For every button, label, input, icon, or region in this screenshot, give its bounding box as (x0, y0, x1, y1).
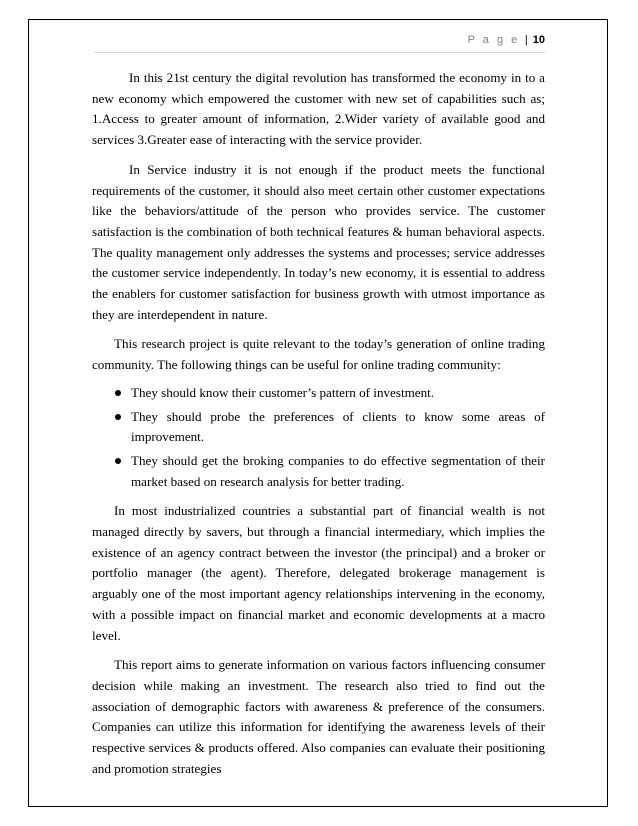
bullet-icon (115, 458, 121, 464)
paragraph-report-aims: This report aims to generate information on various factors influencing consumer decision while making an investment. The research also tried to find out the association of demographic factors with awareness & preference of the consumers. Companies can utilize this information for identifying the awareness levels of their respective services & products offered. Also companies can evaluate their positioning and promotion strategies (92, 657, 545, 776)
bullet-list (92, 383, 545, 493)
paragraph-industrialized-countries: In most industrialized countries a substantial part of financial wealth is not managed directly by savers, but through a financial intermediary, which implies the existence of an agency contract between the investor (the principal) and a broker or portfolio manager (the agent). Therefore, delegated brokerage management is arguably one of the most important agency relationships intervening in the economy, with a possible impact on financial market and economic developments at a macro level. (92, 503, 545, 643)
list-item (92, 407, 545, 448)
page-number: 10 (532, 34, 545, 46)
header-separator: | (524, 34, 528, 46)
page-label: P a g e (467, 34, 520, 46)
bullet-icon (115, 414, 121, 420)
bullet-text: They should get the broking companies to do effective segmentation of their market based on research analysis for better trading. (131, 452, 545, 489)
list-item (92, 383, 545, 404)
paragraph-service-industry: In Service industry it is not enough if the product meets the functional requirements of the customer, it should also meet certain other customer expectations like the behaviors/attitude of the person who provides service. The customer satisfaction is the combination of both technical features & human behavioral aspects. The quality management only addresses the systems and processes; service addresses the customer service independently. In today’s new economy, it is essential to address the enablers for customer satisfaction for business growth with utmost importance as they are interdependent in nature. (92, 161, 545, 322)
bullet-text: They should probe the preferences of clients to know some areas of improvement. (131, 408, 545, 445)
bullet-icon (115, 390, 121, 396)
paragraph-digital-revolution: In this 21st century the digital revolution has transformed the economy in to a new economy which empowered the customer with new set of capabilities such as; 1.Access to greater amount of information, 2.Wider variety of available good and services 3.Greater ease of interacting with the service provider. (92, 70, 545, 148)
document-body (92, 68, 545, 780)
bullet-text: They should know their customer’s pattern of investment. (131, 384, 435, 400)
paragraph-research-relevance: This research project is quite relevant to the today’s generation of online trading community. The following things can be useful for online trading community: (92, 336, 545, 373)
page-header (94, 34, 545, 53)
list-item (92, 451, 545, 492)
